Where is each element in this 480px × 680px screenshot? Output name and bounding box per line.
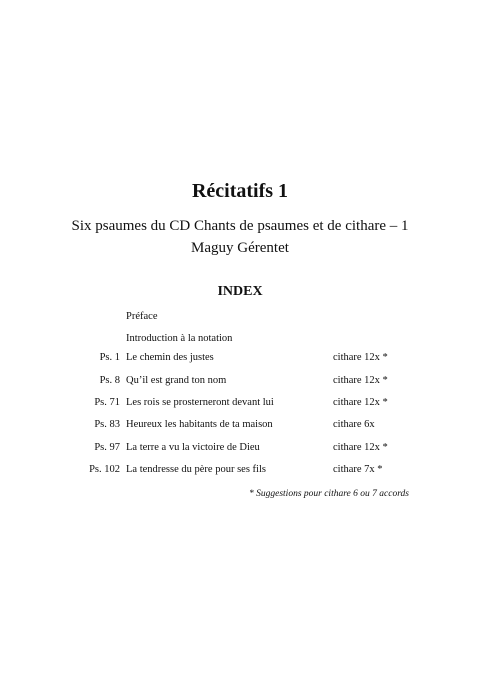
index-entry: [0, 397, 480, 411]
psalm-title: La terre a vu la victoire de Dieu: [126, 442, 260, 453]
index-entry: [0, 442, 480, 456]
index-entry: [0, 419, 480, 433]
index-entry: [0, 375, 480, 389]
index-entry: [0, 352, 480, 366]
cithare-note: cithare 12x *: [333, 375, 388, 386]
document-author: Maguy Gérentet: [191, 240, 289, 256]
footnote: * Suggestions pour cithare 6 ou 7 accords: [249, 489, 409, 499]
psalm-number: Ps. 102: [89, 464, 120, 475]
document-subtitle: Six psaumes du CD Chants de psaumes et de cithare – 1: [71, 218, 409, 234]
psalm-title: Qu’il est grand ton nom: [126, 375, 227, 386]
cithare-note: cithare 12x *: [333, 352, 388, 363]
psalm-title: La tendresse du père pour ses fils: [126, 464, 266, 475]
index-item-preface: Préface: [126, 311, 158, 322]
psalm-title: Heureux les habitants de ta maison: [126, 419, 273, 430]
cithare-note: cithare 12x *: [333, 397, 388, 408]
psalm-number: Ps. 97: [94, 442, 120, 453]
index-item-introduction: Introduction à la notation: [126, 333, 233, 344]
cithare-note: cithare 6x: [333, 419, 375, 430]
index-entry: [0, 464, 480, 478]
psalm-title: Les rois se prosterneront devant lui: [126, 397, 274, 408]
cithare-note: cithare 12x *: [333, 442, 388, 453]
cithare-note: cithare 7x *: [333, 464, 383, 475]
psalm-number: Ps. 71: [94, 397, 120, 408]
psalm-number: Ps. 1: [99, 352, 120, 363]
index-heading: INDEX: [217, 284, 263, 299]
document-title: Récitatifs 1: [191, 180, 289, 202]
psalm-number: Ps. 8: [99, 375, 120, 386]
psalm-title: Le chemin des justes: [126, 352, 214, 363]
psalm-number: Ps. 83: [94, 419, 120, 430]
